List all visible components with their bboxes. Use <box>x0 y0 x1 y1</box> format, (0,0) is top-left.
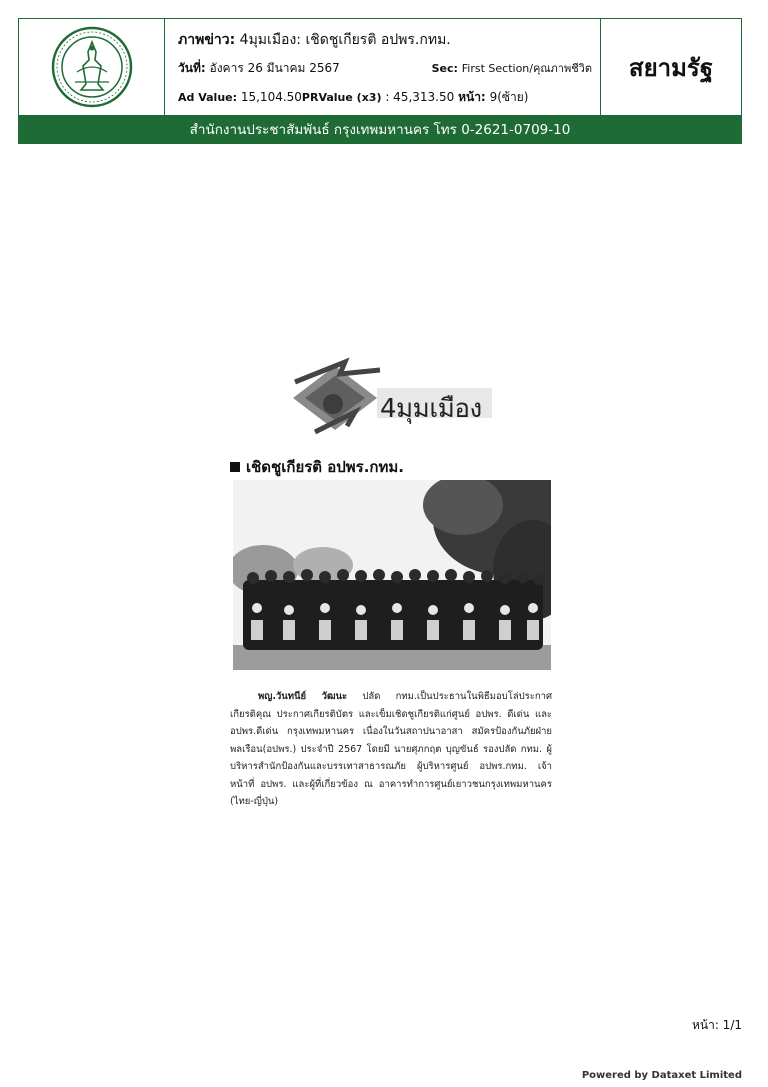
page-number: หน้า: 1/1 <box>691 1018 742 1032</box>
publication-cell <box>601 19 741 115</box>
ad-value: 15,104.50 <box>240 90 302 104</box>
article-lead: พญ.วันทนีย์ วัฒนะ <box>258 691 348 702</box>
article-text: ปลัด กทม.เป็นประธานในพิธีมอบโล่ประกาศเกียรติคุณ ประกาศเกียรติบัตร และเข็มเชิดชูเกียรติแก่ศูนย์ อปพร. ดีเด่น และ อปพร.ดีเด่น กรุงเทพมหานคร เนื่องในวันสถาปนาอาสา สมัครป้องกันภัยฝ่ายพลเรือน(อปพร.) ประจำปี 2567 โดยมี นายศุภกฤต บุญขันธ์ รองปลัด กทม. ผู้บริหารสำนักป้องกันและบรรเทาสาธารณภัย ผู้บริหารศูนย์ อปพร.กทม. เจ้าหน้าที่ อปพร. และผู้ที่เกี่ยวข้อง ณ อาคารทำการศูนย์เยาวชนกรุงเทพมหานคร (ไทย-ญี่ปุ่น) <box>230 691 552 807</box>
date-label: วันที่: <box>178 61 206 75</box>
page-value: 9(ซ้าย) <box>489 90 529 104</box>
powered-by: Powered by Dataxet Limited <box>581 1070 742 1081</box>
news-clipping <box>230 352 552 842</box>
publication-name: สยามรัฐ <box>628 53 714 82</box>
bullet-square-icon <box>230 462 240 472</box>
clipping-header <box>18 18 742 144</box>
date-sec-row <box>178 59 592 78</box>
pr-value: : 45,313.50 <box>385 90 455 104</box>
headline-text: เชิดชูเกียรติ อปพร.กทม. <box>246 458 404 476</box>
ad-value-label: Ad Value: <box>178 91 238 104</box>
pr-value-label: PRValue (x3) <box>301 91 382 104</box>
contact-text: สำนักงานประชาสัมพันธ์ กรุงเทพมหานคร โทร 0-2621-0709-10 <box>189 122 571 138</box>
headline <box>230 455 404 479</box>
date-value: อังคาร 26 มีนาคม 2567 <box>209 61 340 75</box>
sec-label: Sec: <box>431 62 458 75</box>
group-photo <box>233 480 551 670</box>
clipping-info <box>164 19 601 115</box>
contact-bar <box>19 115 741 143</box>
page-label: หน้า: <box>458 90 486 104</box>
article-body <box>230 688 552 811</box>
sec-value: First Section/คุณภาพชีวิต <box>461 62 592 75</box>
title-row <box>178 29 592 51</box>
section-title: 4มุมเมือง <box>380 394 482 424</box>
bma-logo-cell <box>19 19 165 115</box>
title-label: ภาพข่าว: <box>178 32 236 48</box>
bma-seal-logo <box>51 26 133 108</box>
value-row <box>178 88 592 107</box>
news-title: 4มุมเมือง: เชิดชูเกียรติ อปพร.กทม. <box>239 32 451 48</box>
